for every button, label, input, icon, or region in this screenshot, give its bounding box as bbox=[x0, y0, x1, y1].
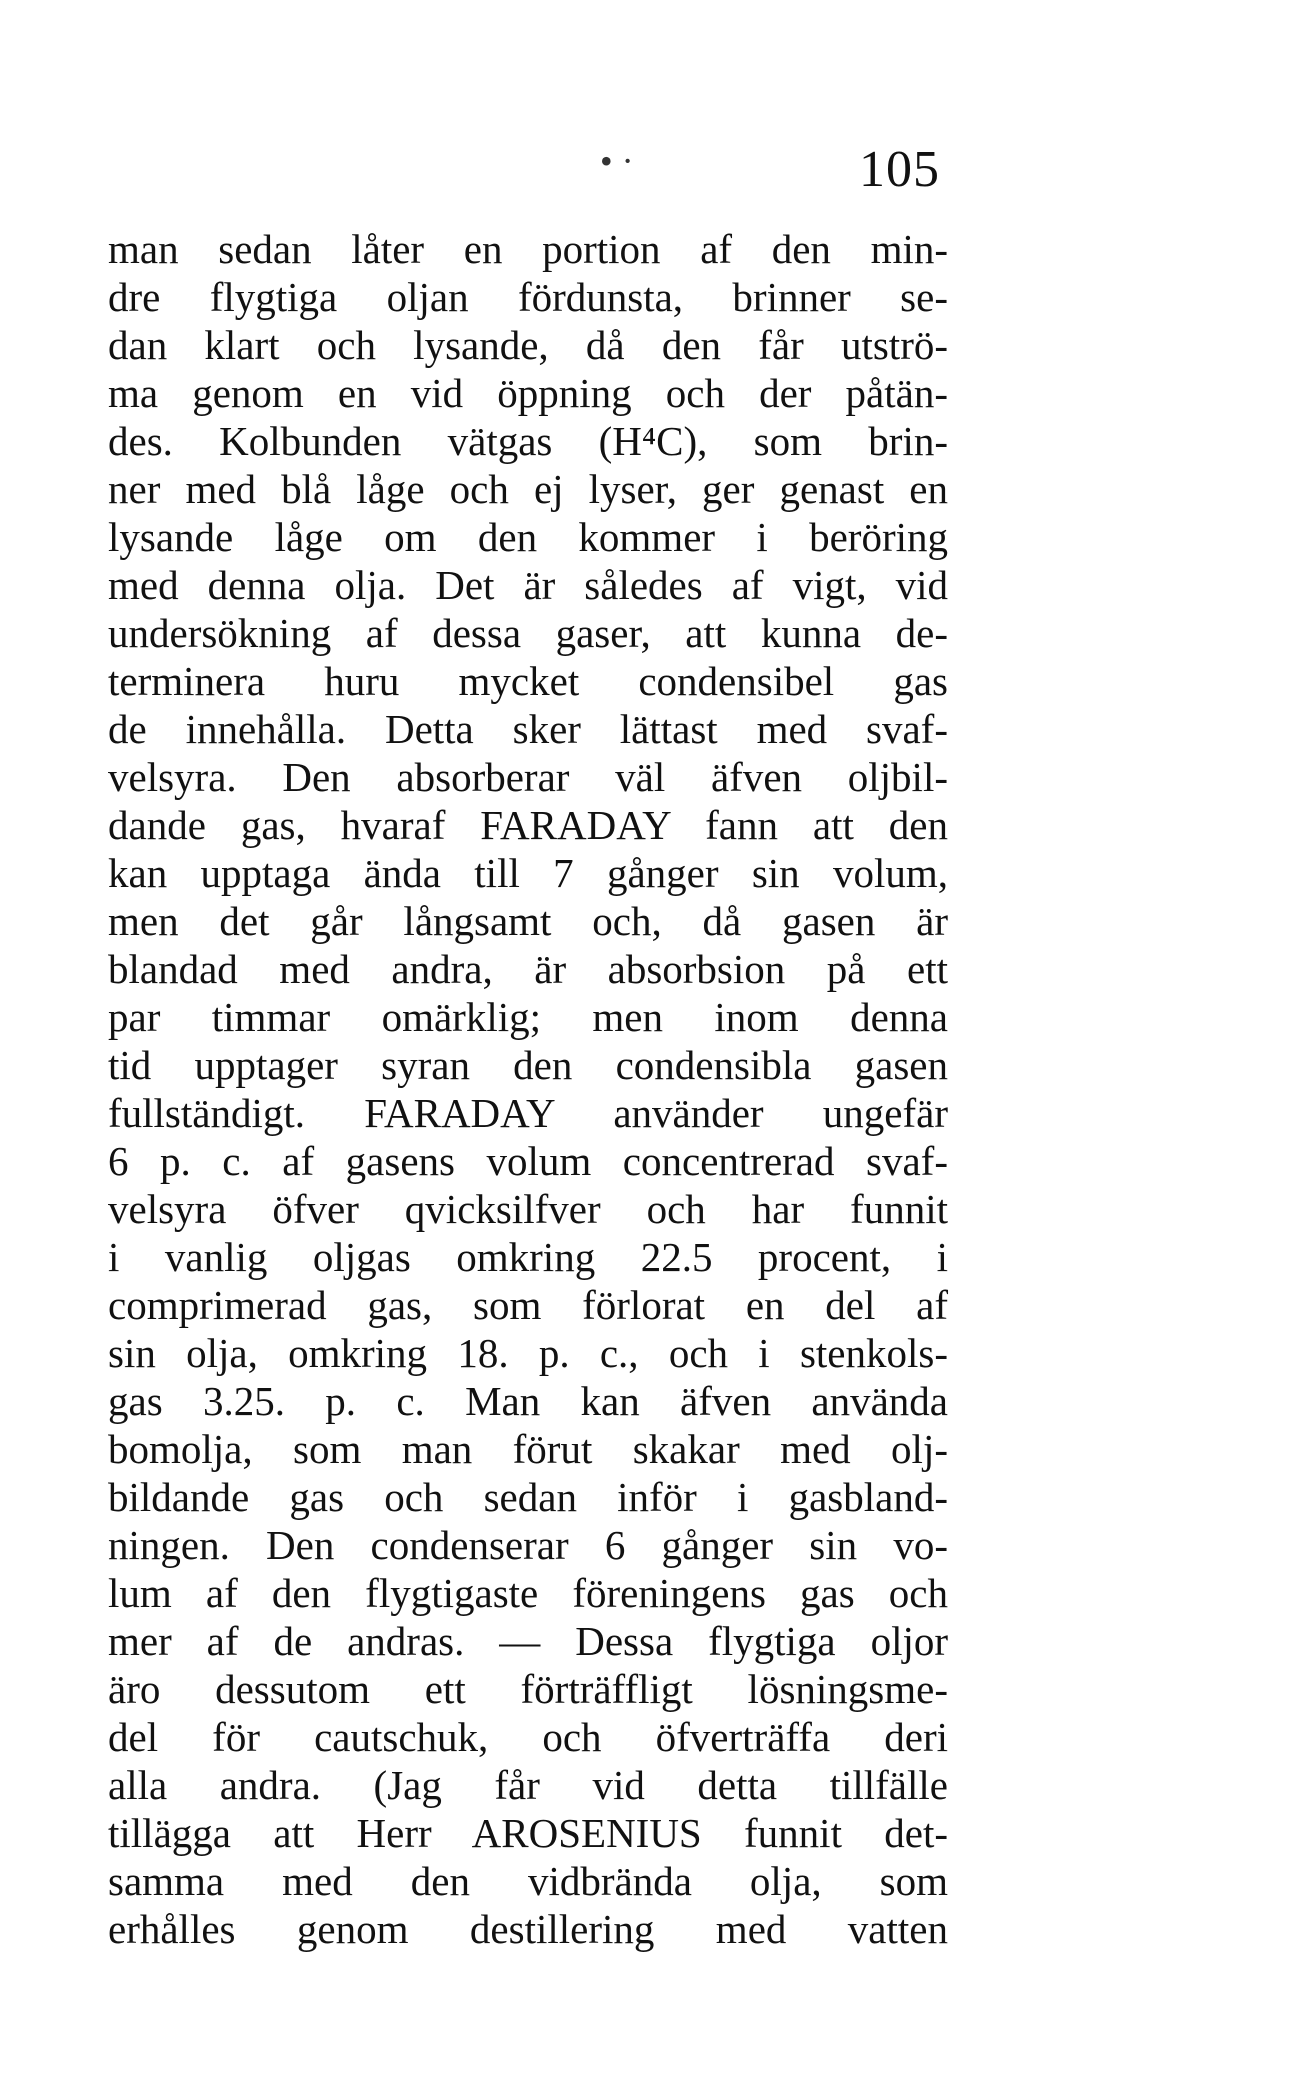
page-number: 105 bbox=[859, 141, 940, 198]
text-line: alla andra. (Jag får vid detta tillfälle bbox=[108, 1762, 948, 1808]
text-line: fullständigt. FARADAY använder ungefär bbox=[108, 1090, 948, 1136]
text-line: sin olja, omkring 18. p. c., och i stenkols- bbox=[108, 1330, 948, 1376]
text-line: men det går långsamt och, då gasen är bbox=[108, 898, 948, 944]
text-line: terminera huru mycket condensibel gas bbox=[108, 658, 948, 704]
text-line: lum af den flygtigaste föreningens gas och bbox=[108, 1570, 948, 1616]
text-line: ma genom en vid öppning och der påtän- bbox=[108, 370, 948, 416]
text-line: i vanlig oljgas omkring 22.5 procent, i bbox=[108, 1234, 948, 1280]
text-line: bildande gas och sedan inför i gasbland- bbox=[108, 1474, 948, 1520]
text-line: dande gas, hvaraf FARADAY fann att den bbox=[108, 802, 948, 848]
text-line: undersökning af dessa gaser, att kunna de- bbox=[108, 610, 948, 656]
text-line: erhålles genom destillering med vatten bbox=[108, 1906, 948, 1952]
text-line: mer af de andras. — Dessa flygtiga oljor bbox=[108, 1618, 948, 1664]
text-line: dre flygtiga oljan fördunsta, brinner se- bbox=[108, 274, 948, 320]
text-line: ningen. Den condenserar 6 gånger sin vo- bbox=[108, 1522, 948, 1568]
text-line: lysande låge om den kommer i beröring bbox=[108, 514, 948, 560]
text-line: par timmar omärklig; men inom denna bbox=[108, 994, 948, 1040]
text-line: kan upptaga ända till 7 gånger sin volum, bbox=[108, 850, 948, 896]
text-line: äro dessutom ett förträffligt lösningsme- bbox=[108, 1666, 948, 1712]
body-text bbox=[108, 225, 948, 1953]
text-line: bomolja, som man förut skakar med olj- bbox=[108, 1426, 948, 1472]
text-line: man sedan låter en portion af den min- bbox=[108, 226, 948, 272]
text-line: tillägga att Herr AROSENIUS funnit det- bbox=[108, 1810, 948, 1856]
text-line: des. Kolbunden vätgas (H⁴C), som brin- bbox=[108, 418, 948, 464]
text-line: med denna olja. Det är således af vigt, vid bbox=[108, 562, 948, 608]
text-line: ner med blå låge och ej lyser, ger genast en bbox=[108, 466, 948, 512]
text-line: tid upptager syran den condensibla gasen bbox=[108, 1042, 948, 1088]
text-line: samma med den vidbrända olja, som bbox=[108, 1858, 948, 1904]
text-line: 6 p. c. af gasens volum concentrerad svaf- bbox=[108, 1138, 948, 1184]
text-line: del för cautschuk, och öfverträffa deri bbox=[108, 1714, 948, 1760]
text-line: comprimerad gas, som förlorat en del af bbox=[108, 1282, 948, 1328]
text-line: velsyra öfver qvicksilfver och har funnit bbox=[108, 1186, 948, 1232]
text-line: velsyra. Den absorberar väl äfven oljbil- bbox=[108, 754, 948, 800]
text-line: de innehålla. Detta sker lättast med svaf- bbox=[108, 706, 948, 752]
page-marks: • · bbox=[600, 141, 634, 181]
text-line: gas 3.25. p. c. Man kan äfven använda bbox=[108, 1378, 948, 1424]
text-line: blandad med andra, är absorbsion på ett bbox=[108, 946, 948, 992]
text-line: dan klart och lysande, då den får utströ- bbox=[108, 322, 948, 368]
